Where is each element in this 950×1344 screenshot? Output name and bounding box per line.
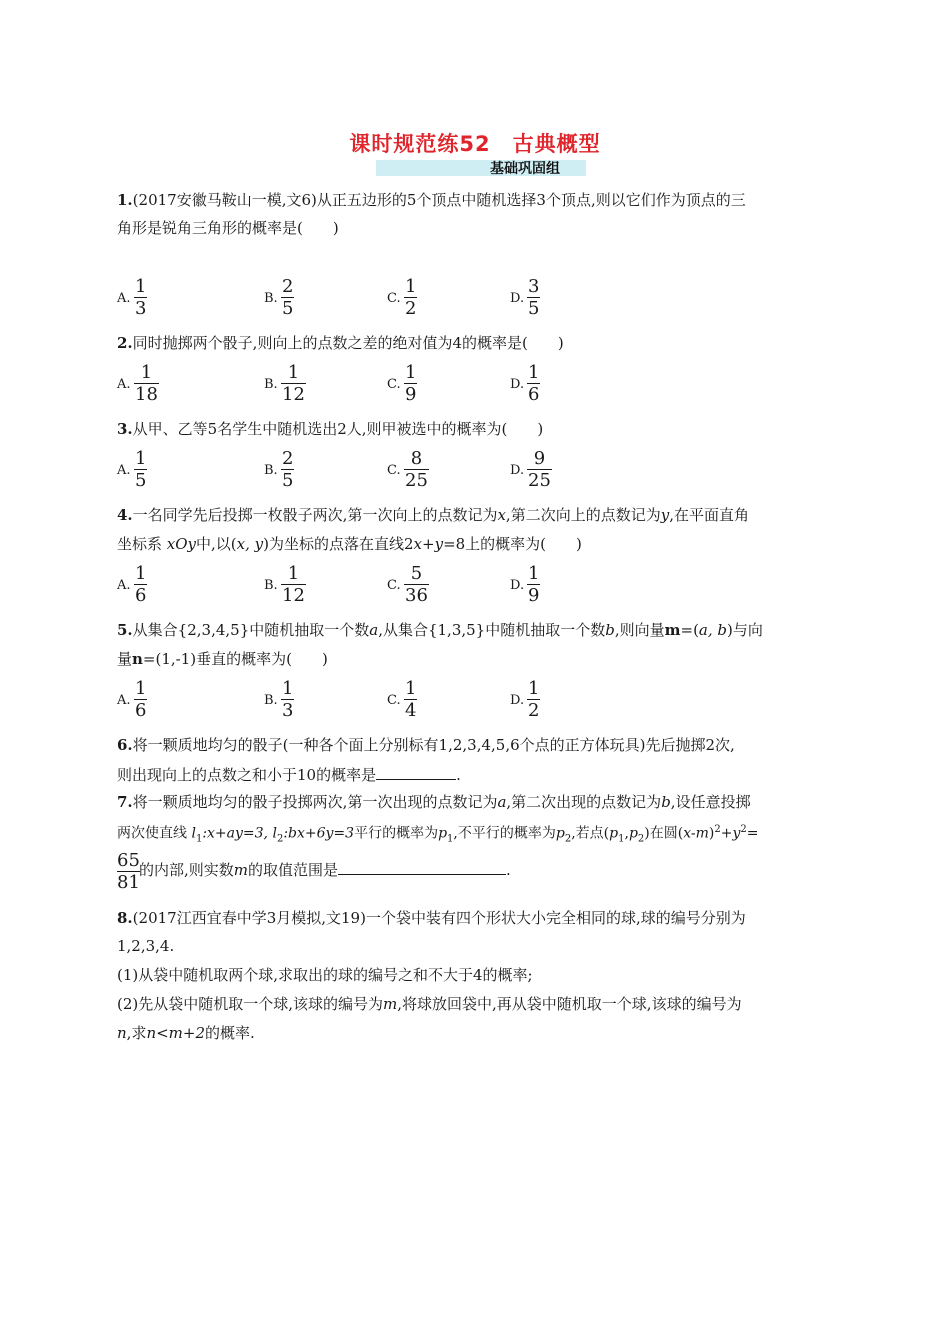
question-number: 6. bbox=[117, 736, 133, 754]
question-number: 3. bbox=[117, 420, 133, 438]
fraction: 1 9 bbox=[405, 362, 417, 405]
fraction: 1 3 bbox=[282, 678, 294, 721]
question-8-line-2: 1,2,3,4. bbox=[117, 937, 175, 955]
answer-blank[interactable] bbox=[338, 858, 506, 875]
question-7-line-2: 两次使直线 $l_1:x+ay=3$, $l_2:bx+6y=3$平行的概率为$p_1$,不平行的概率为$p_2$,若点$(p_1,p_2)$在圆$(x-m)^2+y^2=$ bbox=[117, 824, 759, 845]
question-number: 2. bbox=[117, 334, 133, 352]
fraction: 1 18 bbox=[135, 362, 158, 405]
question-1-line-2: 角形是锐角三角形的概率是( ) bbox=[117, 219, 339, 237]
fraction-65-81: 65 81 bbox=[117, 850, 140, 893]
fraction: 1 6 bbox=[528, 362, 540, 405]
question-1-line-1 bbox=[117, 190, 746, 210]
question-6-line-1: 6.将一颗质地均匀的骰子(一种各个面上分别标有1,2,3,4,5,6个点的正方体玩具)先后抛掷2次, bbox=[117, 736, 735, 754]
question-5-line-1: 5.从集合{2,3,4,5}中随机抽取一个数a,从集合{1,3,5}中随机抽取一个数b,则向量m=(a, b)与向 bbox=[117, 621, 763, 639]
fraction: 1 12 bbox=[282, 362, 305, 405]
fraction: 9 25 bbox=[528, 448, 551, 491]
question-number: 1. bbox=[117, 191, 133, 209]
fraction: 1 2 bbox=[405, 276, 417, 319]
fraction: 1 9 bbox=[528, 563, 540, 606]
question-text: 同时抛掷两个骰子,则向上的点数之差的绝对值为4的概率是( ) bbox=[132, 334, 564, 352]
question-8-part-2-line-1: (2)先从袋中随机取一个球,该球的编号为m,将球放回袋中,再从袋中随机取一个球,该球的编号为 bbox=[117, 995, 742, 1013]
fraction: 5 36 bbox=[405, 563, 428, 606]
fraction: 1 4 bbox=[405, 678, 417, 721]
question-8-part-2-line-2: n,求n<m+2的概率. bbox=[117, 1024, 255, 1042]
question-number: 8. bbox=[117, 909, 133, 927]
question-number: 4. bbox=[117, 506, 133, 524]
fraction: 1 6 bbox=[135, 678, 147, 721]
fraction: 3 5 bbox=[528, 276, 540, 319]
question-text: (2017安徽马鞍山一模,文6)从正五边形的5个顶点中随机选择3个顶点,则以它们作为顶点的三 bbox=[132, 191, 746, 209]
question-5-line-2: 量n=(1,-1)垂直的概率为( ) bbox=[117, 650, 328, 668]
page-title: 课时规范练52 古典概型 bbox=[349, 132, 601, 156]
section-subtitle: 基础巩固组 bbox=[490, 161, 560, 177]
question-4-line-2: 坐标系 xOy中,以(x, y)为坐标的点落在直线2x+y=8上的概率为( ) bbox=[117, 535, 582, 553]
fraction: 1 2 bbox=[528, 678, 540, 721]
fraction: 8 25 bbox=[405, 448, 428, 491]
question-8-line-1: 8.(2017江西宜春中学3月模拟,文19)一个袋中装有四个形状大小完全相同的球,球的编号分别为 bbox=[117, 909, 746, 927]
fraction: 1 6 bbox=[135, 563, 147, 606]
question-text: 从甲、乙等5名学生中随机选出2人,则甲被选中的概率为( ) bbox=[132, 420, 544, 438]
fraction: 1 3 bbox=[135, 276, 147, 319]
worksheet-page: 课时规范练52 古典概型 基础巩固组 1.(2017安徽马鞍山一模,文6)从正五边形的5个顶点中随机选择3个顶点,则以它们作为顶点的三 角形是锐角三角形的概率是( ) A. 1 3 B. 2 5 C. 1 2 D. 3 5 2.同时抛掷两个骰子,则向上的点数之差的绝对值为4的概率是( ) A. 1 18 B. 1 12 C. 1 9 D. 1 6 3.从甲、乙等5名学生中随机选出2人,则甲被选中的概率为( ) A. 1 5 B. 2 5 C. 8 25 D. 9 25 4.一名同学先后投掷一枚骰子两次,第一次向上的点数记为x,第二次向上的点数记为y,在平面直角 坐标系 xOy中,以(x, y)为坐标的点落在直线2x+y=8上的概率为( ) A. 1 6 B. 1 12 C. 5 36 D. 1 9 5.从集合{2,3,4,5}中随机抽取一个数a,从集合{1,3,5}中随机抽取一个数b,则向量m=(a, b)与向 量n=(1,-1)垂直的概率为( ) A. 1 6 B. 1 3 C. 1 4 D. 1 2 6.将一颗质地均匀的骰子(一种各个面上分别标有1,2,3,4,5,6个点的正方体玩具)先后抛掷2次, 则出现向上的点数之和小于10的概率是 . 7.将一颗质地均匀的骰子投掷两次,第一次出现的点数记为a,第二次出现的点数记为b,设任意投掷 两次使直线 $l_1:x+ay=3$, $l_2:bx+6y=3$平行的概率为$p_1$,不平行的概率为$p_2$,若点$(p_1,p_2)$在圆$(x-m)^2+y^2=$ 65 81 的内部,则实数m的取值范围是 . 8.(2017江西宜春中学3月模拟,文19)一个袋中装有四个形状大小完全相同的球,球的编号分别为 1,2,3,4. (1)从袋中随机取两个球,求取出的球的编号之和不大于4的概率; (2)先从袋中随机取一个球,该球的编号为m,将球放回袋中,再从袋中随机取一个球,该球的编号为 n,求n<m+2的概率. bbox=[0, 0, 950, 1344]
question-7-line-3: 的内部,则实数m的取值范围是 . bbox=[139, 858, 511, 880]
fraction: 2 5 bbox=[282, 276, 294, 319]
answer-blank[interactable] bbox=[376, 763, 456, 780]
question-number: 7. bbox=[117, 793, 133, 811]
question-6-line-2: 则出现向上的点数之和小于10的概率是 . bbox=[117, 763, 461, 785]
fraction: 1 5 bbox=[135, 448, 147, 491]
question-2-line-1 bbox=[117, 333, 564, 353]
question-3-line-1 bbox=[117, 419, 543, 439]
question-4-line-1: 4.一名同学先后投掷一枚骰子两次,第一次向上的点数记为x,第二次向上的点数记为y,在平面直角 bbox=[117, 506, 749, 524]
question-8-part-1: (1)从袋中随机取两个球,求取出的球的编号之和不大于4的概率; bbox=[117, 966, 533, 984]
question-7-line-1: 7.将一颗质地均匀的骰子投掷两次,第一次出现的点数记为a,第二次出现的点数记为b,设任意投掷 bbox=[117, 793, 751, 811]
fraction: 1 12 bbox=[282, 563, 305, 606]
question-number: 5. bbox=[117, 621, 133, 639]
fraction: 2 5 bbox=[282, 448, 294, 491]
